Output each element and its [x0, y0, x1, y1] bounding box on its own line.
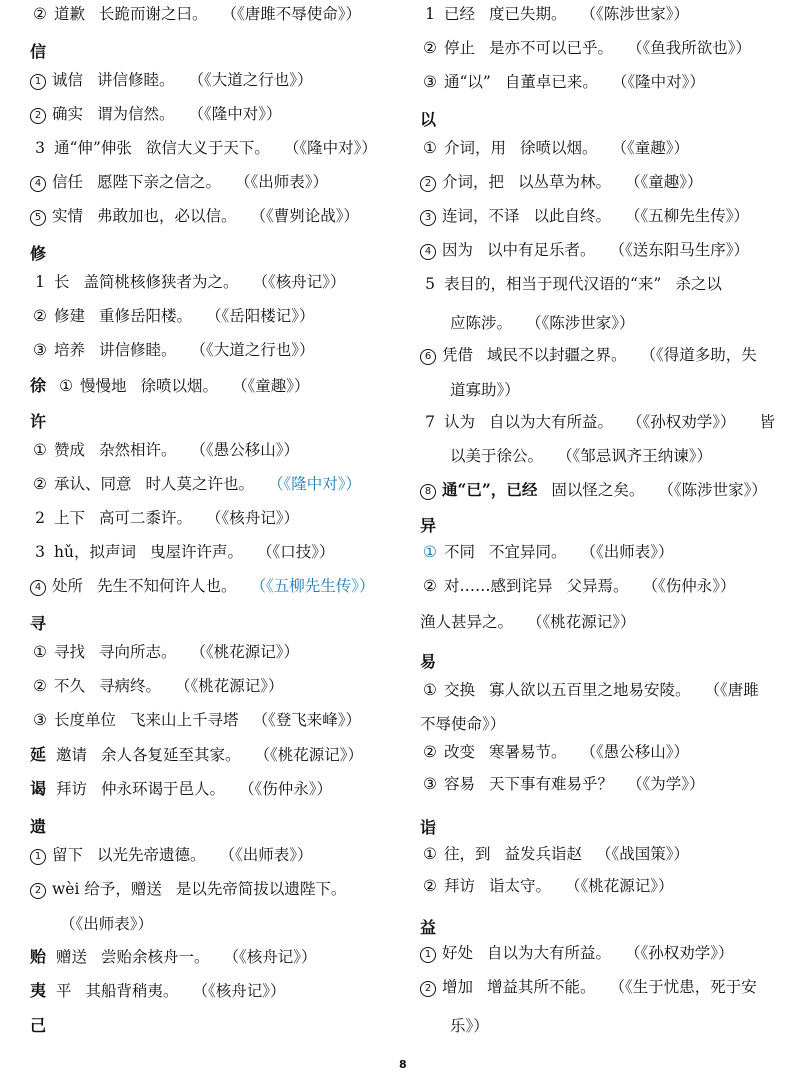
sense-number: 2: [30, 883, 46, 899]
source-citation: （《为学》）: [627, 775, 705, 793]
entry-heading: 寻: [30, 614, 47, 633]
definition-row: [420, 412, 775, 432]
example-sentence: 讲信修睦。: [99, 341, 177, 359]
definition-row: [30, 542, 335, 562]
sense-number: ③: [33, 341, 47, 359]
sense-number: 2: [420, 981, 436, 997]
definition-row: [420, 274, 722, 294]
sense-text: 承认、同意: [54, 475, 132, 493]
example-sentence: 其船背稍夷。: [85, 982, 179, 1000]
entry-heading: 易: [420, 652, 437, 671]
example-sentence: 曳屋许许声。: [149, 543, 243, 561]
sense-text: 不久: [54, 677, 86, 695]
sense-text: 容易: [444, 775, 476, 793]
example-sentence: 自以为大有所益。: [489, 413, 614, 431]
sense-text: 通“以”: [444, 73, 491, 91]
sense-number: 4: [420, 244, 436, 260]
sense-number: ②: [33, 677, 47, 695]
source-citation: （《隆中对》）: [188, 105, 282, 123]
entry-heading: 修: [30, 244, 47, 263]
sense-text: 修建: [54, 307, 86, 325]
example-sentence: 增益其所不能。: [487, 978, 596, 996]
definition-row: [30, 206, 359, 226]
definition-row: [30, 642, 299, 662]
definition-row: [30, 947, 317, 967]
definition-row: [30, 70, 313, 90]
source-citation: （《愚公移山》）: [190, 441, 300, 459]
sense-number: ①: [59, 377, 73, 395]
sense-text: 慢慢地: [80, 377, 127, 395]
sense-text: 赠送: [56, 948, 88, 966]
sense-number: ②: [423, 743, 437, 761]
sense-text: 介词，用: [444, 139, 507, 157]
sense-text: 邀请: [56, 746, 88, 764]
sense-number: 7: [425, 413, 435, 431]
sense-text: 介词，把: [442, 173, 505, 191]
example-sentence: 自以为大有所益。: [487, 944, 612, 962]
source-citation: （《隆中对》）: [283, 139, 377, 157]
sense-text: 道歉: [54, 5, 86, 23]
source-citation: （《伤仲永》）: [239, 780, 333, 798]
definition-row: [30, 710, 361, 730]
source-citation: （《核舟记》）: [206, 509, 300, 527]
entry-heading-inline: 延: [30, 745, 47, 764]
sense-number: ①: [33, 643, 47, 661]
sense-number: 5: [30, 210, 46, 226]
source-citation: （《童趣》）: [232, 377, 310, 395]
example-sentence: 杀之以: [675, 275, 722, 293]
definition-row: [420, 943, 734, 963]
source-citation: （《孙权劝学》）: [625, 944, 734, 962]
example-sentence: 寻向所志。: [99, 643, 177, 661]
example-sentence: 是亦不可以已乎。: [489, 39, 614, 57]
example-sentence: 以丛草为林。: [518, 173, 612, 191]
example-sentence: 度已失期。: [489, 5, 567, 23]
example-sentence: 益发兵诣赵: [504, 845, 583, 863]
definition-row: [30, 745, 363, 765]
source-citation: （《口技》）: [256, 543, 335, 561]
sense-number: ①: [423, 543, 437, 561]
source-citation: （《陈涉世家》）: [580, 5, 690, 23]
definition-row: [420, 977, 757, 997]
sense-text: 处所: [52, 577, 84, 595]
definition-row: [450, 446, 712, 466]
example-sentence: 寻病终。: [99, 677, 162, 695]
sense-number: ③: [33, 711, 47, 729]
sense-number: 2: [30, 108, 46, 124]
entry-heading: 信: [30, 42, 47, 61]
source-citation: （《桃花源记》）: [254, 746, 364, 764]
source-citation: （《童趣》）: [625, 173, 703, 191]
definition-row: [30, 508, 299, 528]
sense-text: 不同: [444, 543, 476, 561]
definition-row: [420, 844, 689, 864]
sense-number: ②: [33, 5, 47, 23]
sense-number: 4: [30, 580, 46, 596]
source-citation: （《桃花源记》）: [527, 613, 636, 631]
example-sentence: 仲永环谒于邑人。: [101, 780, 226, 798]
sense-text: 表目的，相当于现代汉语的“来”: [444, 275, 662, 293]
source-citation: （《陈涉世家》）: [658, 481, 767, 499]
example-sentence: 天下事有难易乎？: [489, 775, 614, 793]
sense-number: ③: [423, 73, 437, 91]
sense-text: 改变: [444, 743, 476, 761]
entry-heading-inline: 夷: [30, 981, 47, 1000]
definition-row: [30, 104, 282, 124]
definition-row: [30, 272, 346, 292]
sense-number: 1: [30, 74, 46, 90]
sense-text: 往，到: [444, 845, 491, 863]
sense-text: 通“伸”伸张: [54, 139, 132, 157]
example-sentence: 应陈涉。: [450, 314, 513, 332]
example-sentence: 固以怪之矣。: [551, 481, 645, 499]
sense-number: ②: [33, 307, 47, 325]
entry-heading-inline: 贻: [30, 947, 47, 966]
example-sentence: 徐喷以烟。: [520, 139, 598, 157]
sense-text: 交换: [444, 681, 476, 699]
source-citation: （《送东阳马生序》）: [609, 241, 750, 259]
sense-text: 拜访: [56, 780, 88, 798]
sense-text: 因为: [442, 241, 474, 259]
sense-text: 实情: [52, 207, 84, 225]
definition-row: [420, 680, 759, 700]
sense-number: 1: [425, 5, 435, 23]
entry-heading: 许: [30, 412, 47, 431]
sense-text: 平: [56, 982, 72, 1000]
sense-text: 通“已”，已经: [442, 480, 538, 499]
definition-row: [420, 612, 636, 632]
page-number: 8: [399, 1058, 407, 1071]
example-sentence: 以此自终。: [533, 207, 612, 225]
definition-row: [30, 306, 315, 326]
sense-text: 长度单位: [54, 711, 117, 729]
source-citation: （《出师表》）: [60, 915, 154, 933]
sense-text: wèi 给予，赠送: [52, 880, 162, 898]
source-citation: （《登飞来峰》）: [252, 711, 362, 729]
sense-number: ①: [423, 681, 437, 699]
definition-row: [420, 714, 505, 734]
source-citation: （《五柳先生传》）: [250, 577, 375, 595]
example-sentence: 尝贻余核舟一。: [101, 948, 210, 966]
sense-text: hǔ，拟声词: [54, 543, 136, 561]
definition-row: [420, 576, 736, 596]
definition-row: [60, 914, 153, 934]
sense-number: ①: [423, 139, 437, 157]
definition-row: [420, 138, 689, 158]
entry-heading: 异: [420, 516, 437, 535]
sense-number: 3: [35, 139, 45, 157]
entry-heading: 己: [30, 1016, 47, 1035]
entry-heading: 以: [420, 110, 437, 129]
example-sentence: 道寡助》）: [450, 381, 520, 399]
sense-text: 拜访: [444, 877, 476, 895]
source-citation: （《孙权劝学》）: [627, 413, 736, 431]
example-sentence: 长跪而谢之曰。: [99, 5, 208, 23]
sense-text: 已经: [444, 5, 476, 23]
source-citation: （《生于忧患，死于安: [609, 978, 757, 996]
example-sentence: 高可二黍许。: [99, 509, 193, 527]
definition-row: [30, 879, 346, 899]
source-citation: （《唐雎不辱使命》）: [221, 5, 362, 23]
definition-row: [30, 981, 286, 1001]
source-citation: （《得道多助，失: [640, 346, 757, 364]
sense-text: 凭借: [442, 346, 474, 364]
sense-text: 确实: [52, 105, 84, 123]
sense-text: 认为: [444, 413, 476, 431]
sense-number: 2: [420, 176, 436, 192]
definition-row: [30, 440, 299, 460]
example-sentence: 乐》）: [450, 1017, 489, 1035]
example-sentence: 不宜异同。: [489, 543, 567, 561]
definition-row: [420, 542, 674, 562]
source-citation: （《隆中对》）: [268, 475, 362, 493]
definition-row: [30, 376, 310, 396]
example-sentence: 讲信修睦。: [97, 71, 175, 89]
example-sentence: 杂然相许。: [99, 441, 177, 459]
example-sentence: 时人莫之许也。: [145, 475, 255, 493]
source-citation: （《大道之行也》）: [190, 341, 315, 359]
definition-row: [420, 72, 705, 92]
source-citation: （《隆中对》）: [611, 73, 705, 91]
example-sentence: 父异焉。: [566, 577, 629, 595]
source-citation: （《伤仲永》）: [642, 577, 736, 595]
sense-number: ②: [423, 39, 437, 57]
sense-text: 赞成: [54, 441, 86, 459]
example-sentence: 重修岳阳楼。: [99, 307, 193, 325]
sense-number: ②: [33, 475, 47, 493]
source-citation: （《核舟记》）: [192, 982, 286, 1000]
entry-heading: 益: [420, 918, 437, 937]
entry-heading: 诣: [420, 818, 437, 837]
definition-row: [30, 474, 361, 494]
example-sentence: 渔人甚异之。: [420, 613, 514, 631]
definition-row: [420, 172, 703, 192]
example-sentence: 寡人欲以五百里之地易安陵。: [489, 681, 691, 699]
source-citation: （《陈涉世家》）: [526, 314, 635, 332]
sense-number: 1: [420, 947, 436, 963]
sense-number: 4: [30, 176, 46, 192]
example-sentence: 以美于徐公。: [450, 447, 544, 465]
sense-text: 对……感到诧异: [444, 577, 553, 595]
source-citation: （《桃花源记》）: [175, 677, 284, 695]
sense-number: 6: [420, 349, 436, 365]
sense-text: 寻找: [54, 643, 86, 661]
entry-heading-inline: 徐: [30, 376, 47, 395]
definition-row: [420, 206, 749, 226]
source-citation: （《岳阳楼记》）: [206, 307, 315, 325]
sense-number: 3: [35, 543, 45, 561]
definition-row: [30, 676, 284, 696]
sense-text: 留下: [52, 846, 84, 864]
example-sentence: 徐喷以烟。: [140, 377, 219, 395]
example-sentence: 诣太守。: [489, 877, 552, 895]
sense-number: 1: [30, 849, 46, 865]
definition-row: [450, 1016, 489, 1036]
definition-row: [420, 742, 689, 762]
example-sentence: 余人各复延至其家。: [101, 746, 241, 764]
source-citation: （《唐雎: [704, 681, 759, 699]
source-citation: （《鱼我所欲也》）: [627, 39, 752, 57]
definition-row: [30, 779, 332, 799]
definition-row: [30, 576, 375, 596]
sense-text: 培养: [54, 341, 86, 359]
sense-text: 增加: [442, 978, 474, 996]
definition-row: [420, 38, 751, 58]
source-citation: （《愚公移山》）: [580, 743, 690, 761]
sense-number: 2: [35, 509, 45, 527]
example-sentence: 飞来山上千寻塔: [130, 711, 239, 729]
definition-row: [420, 876, 674, 896]
sense-text: 诚信: [52, 71, 84, 89]
example-sentence: 域民不以封疆之界。: [487, 346, 627, 364]
source-citation: （《大道之行也》）: [188, 71, 313, 89]
sense-number: ②: [423, 577, 437, 595]
entry-heading: 遗: [30, 817, 47, 836]
definition-row: [30, 4, 361, 24]
source-citation: （《出师表》）: [580, 543, 674, 561]
sense-number: 8: [420, 484, 436, 500]
sense-text: 上下: [54, 509, 86, 527]
definition-row: [450, 313, 635, 333]
entry-heading-inline: 谒: [30, 779, 47, 798]
definition-row: [420, 480, 767, 500]
source-citation: （《五柳先生传》）: [625, 207, 750, 225]
source-citation: （《童趣》）: [611, 139, 690, 157]
sense-number: 3: [420, 210, 436, 226]
sense-number: ②: [423, 877, 437, 895]
sense-text: 好处: [442, 944, 474, 962]
continuation-text: 皆: [759, 413, 776, 431]
definition-row: [30, 845, 313, 865]
source-citation: （《出师表》）: [219, 846, 313, 864]
sense-text: 信任: [52, 173, 84, 191]
source-citation: （《桃花源记》）: [190, 643, 300, 661]
sense-number: ①: [423, 845, 437, 863]
definition-row: [450, 380, 520, 400]
sense-text: 停止: [444, 39, 476, 57]
example-sentence: 以中有足乐者。: [487, 241, 596, 259]
example-sentence: 不辱使命》）: [420, 715, 506, 733]
source-citation: （《核舟记》）: [252, 273, 346, 291]
example-sentence: 谓为信然。: [97, 105, 175, 123]
source-citation: （《核舟记》）: [223, 948, 317, 966]
example-sentence: 以光先帝遗德。: [97, 846, 206, 864]
sense-text: 连词，不译: [442, 207, 520, 225]
example-sentence: 弗敢加也，必以信。: [97, 207, 237, 225]
definition-row: [420, 774, 705, 794]
sense-number: ③: [423, 775, 437, 793]
example-sentence: 愿陛下亲之信之。: [97, 173, 222, 191]
example-sentence: 自董卓已来。: [504, 73, 598, 91]
example-sentence: 寒暑易节。: [489, 743, 567, 761]
sense-number: 5: [425, 275, 435, 293]
source-citation: （《战国策》）: [596, 845, 690, 863]
definition-row: [420, 240, 749, 260]
sense-number: 1: [35, 273, 45, 291]
sense-text: 长: [54, 273, 70, 291]
definition-row: [30, 172, 328, 192]
sense-number: ①: [33, 441, 47, 459]
example-sentence: 先生不知何许人也。: [97, 577, 237, 595]
source-citation: （《桃花源记》）: [565, 877, 674, 895]
example-sentence: 是以先帝简拔以遗陛下。: [175, 880, 347, 898]
definition-row: [420, 345, 757, 365]
example-sentence: 盖简桃核修狭者为之。: [83, 273, 239, 291]
source-citation: （《邹忌讽齐王纳谏》）: [557, 447, 713, 465]
definition-row: [420, 4, 689, 24]
definition-row: [30, 138, 377, 158]
source-citation: （《出师表》）: [235, 173, 329, 191]
definition-row: [30, 340, 315, 360]
source-citation: （《曹刿论战》）: [250, 207, 360, 225]
example-sentence: 欲信大义于天下。: [145, 139, 270, 157]
